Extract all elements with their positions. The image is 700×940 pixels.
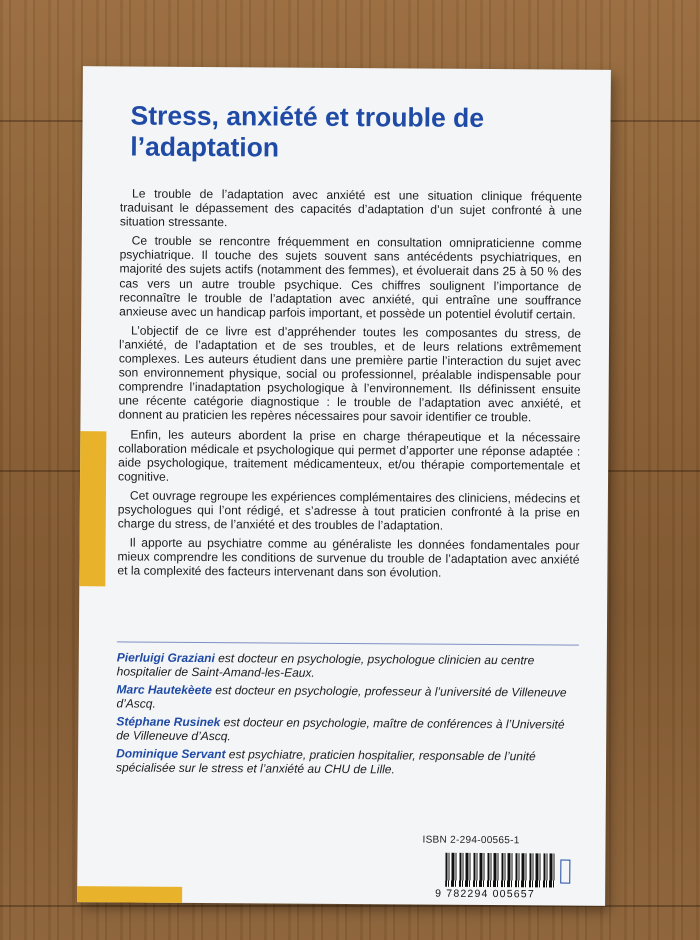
author-name: Pierluigi Graziani [116, 650, 215, 666]
blurb-paragraph: Ce trouble se rencontre fréquemment en consultation omnipraticienne comme psychiatrique. Il touche des sujets souvent sans antécédents psychiatriques, en majorité des sujets actifs (notamment des femmes), et évoluerait dans 25 à 50 % des cas vers un autre trouble psychique. Ces chiffres soulignent l’importance de reconnaître le trouble de l’adaptation avec anxiété, qui entraîne une souffrance anxieuse avec un handicap parfois important, et possède un potentiel évolutif certain. [119, 233, 582, 322]
author-bio: est psychiatre, praticien hospitalier, responsable de l’unité spécialisée sur le stress et l’anxiété au CHU de Lille. [115, 747, 536, 777]
author-name: Dominique Servant [116, 746, 226, 762]
author-entry [116, 714, 578, 745]
blurb-paragraph: Le trouble de l’adaptation avec anxiété est une situation clinique fréquente traduisant le dépassement des capacités d’adaptation d’un sujet confronté à une situation stressante. [119, 186, 583, 230]
author-bio: est docteur en psychologie, psychologue clinicien au centre hospitalier de Saint-Amand-les-Eaux. [116, 651, 535, 680]
author-entry [117, 650, 579, 681]
author-bio: est docteur en psychologie, maître de conférences à l’Université de Villeneuve d’Ascq. [116, 715, 565, 744]
blurb [117, 186, 582, 586]
yellow-accent-strip [79, 431, 106, 586]
author-entry [116, 682, 578, 713]
book-title: Stress, anxiété et trouble de l’adaptation [130, 100, 485, 163]
barcode-digits: 9 782294 005657 [435, 887, 535, 901]
author-name: Stéphane Rusinek [116, 714, 221, 730]
blurb-paragraph: Enfin, les auteurs abordent la prise en charge thérapeutique et la nécessaire collaboration médicale et psychologique qui permet d’apporter une réponse adaptée : aide psychologique, traitement médicamenteux, et/ou thérapie comportementale et cognitive. [118, 427, 581, 484]
author-bio: est docteur en psychologie, professeur à l’université de Villeneuve d’Ascq. [116, 683, 567, 711]
author-entry [116, 746, 578, 777]
book-back-cover [77, 66, 611, 906]
yellow-corner-strip [77, 886, 182, 903]
blurb-paragraph: L’objectif de ce livre est d’appréhender toutes les composantes du stress, de l’anxiété, de l’adaptation et de ses troubles, et de leurs relations extrêmement complexes. Les auteurs étudient dans une première partie l’interaction du sujet avec son environnement physique, social ou professionnel, préalable indispensable pour comprendre l’inadaptation psychologique à l’environnement. Ils définissent ensuite une récente catégorie diagnostique : le trouble de l’adaptation avec anxiété, et donnent au praticien les repères nécessaires pour savoir identifier ce trouble. [118, 323, 582, 425]
author-name: Marc Hautekèete [116, 682, 213, 698]
author-bios [116, 650, 579, 781]
section-divider [117, 641, 579, 645]
blurb-paragraph: Il apporte au psychiatre comme au généraliste les données fondamentales pour mieux comprendre les conditions de survenue du trouble de l’adaptation avec anxiété et la complexité des facteurs intervenant dans son évolution. [117, 535, 580, 581]
blurb-paragraph: Cet ouvrage regroupe les expériences complémentaires des cliniciens, médecins et psychologues qui l’ont rédigé, et s’adresse à tout praticien confronté à la prise en charge du stress, de l’anxiété et des troubles de l’adaptation. [117, 488, 580, 533]
isbn-label: ISBN 2-294-00565-1 [422, 834, 520, 847]
publisher-mark-icon [560, 860, 570, 884]
barcode-icon [445, 853, 555, 888]
